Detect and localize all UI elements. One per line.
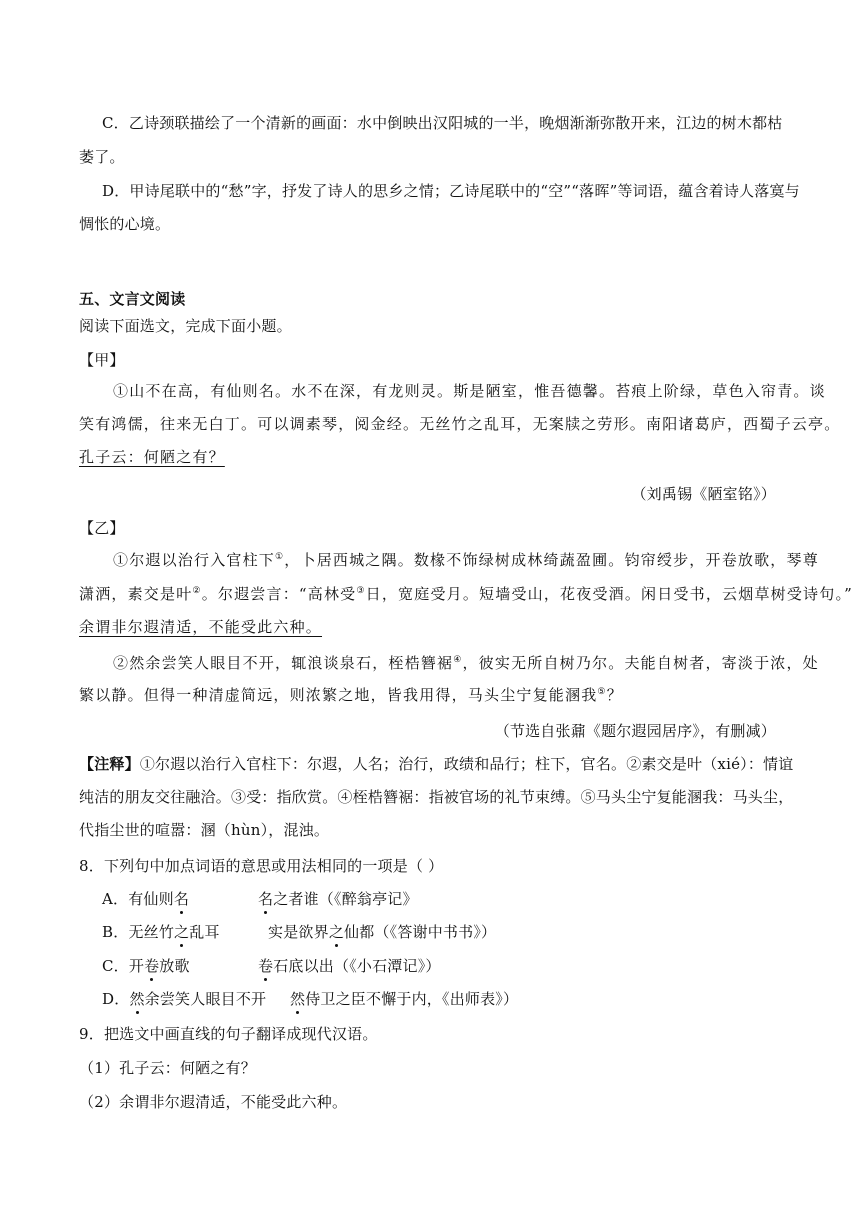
notes-line3: 代指尘世的喧嚣：溷（hùn），混浊。 xyxy=(79,821,330,839)
passage-b-p2-line1: ②然余尝笑人眼目不开，辄浪谈泉石，桎梏簪裾④，彼实无所自树乃尔。夫能自树者，寄淡于浓，处 xyxy=(113,654,819,672)
passage-a-line1: ①山不在高，有仙则名。水不在深，有龙则灵。斯是陋室，惟吾德馨。苔痕上阶绿，草色入帘青。谈 xyxy=(113,382,826,400)
passage-b-p2-line2: 繁以静。但得一种清虚简远，则浓繁之地，皆我用得，马头尘宁复能溷我⑤？ xyxy=(79,686,623,704)
passage-a-underlined-sentence: 孔子云：何陋之有？ xyxy=(79,448,225,466)
q9-item1: （1）孔子云：何陋之有？ xyxy=(79,1059,256,1077)
q8-option-d-compare: 然侍卫之臣不懈于内，《出师表》） xyxy=(290,990,519,1008)
q9-item2: （2）余谓非尔遐清适，不能受此六种。 xyxy=(79,1093,348,1111)
passage-b-p1-line2: 潇洒，素交是叶②。尔遐尝言：“高林受③日，宽庭受月。短墙受山，花夜受酒。闲日受书，云烟草树受诗句。” xyxy=(79,585,854,603)
q8-option-a: A．有仙则名 xyxy=(102,890,190,908)
passage-b-label: 【乙】 xyxy=(79,519,125,537)
q9-stem: 9．把选文中画直线的句子翻译成现代汉语。 xyxy=(79,1025,378,1043)
passage-a-label: 【甲】 xyxy=(79,351,125,369)
q8-option-b-compare: 实是欲界之仙都（《答谢中书书》） xyxy=(268,923,497,941)
q8-option-c-compare: 卷石底以出（《小石潭记》） xyxy=(258,957,441,975)
q7-option-d-line2: 惆怅的心境。 xyxy=(79,215,171,233)
notes-label: 【注释】 xyxy=(79,755,140,773)
passage-a-source: （刘禹锡《陋室铭》） xyxy=(631,485,776,503)
q8-option-a-compare: 名之者谁（《醉翁亭记》 xyxy=(258,890,418,908)
passage-b-source: （节选自张鼐《题尔遐园居序》，有删减） xyxy=(494,722,776,740)
passage-b-p1-line1: ①尔遐以治行入官柱下①，卜居西城之隅。数椽不饰绿树成林绮蔬盈圃。钧帘绶步，开卷放歌，琴尊 xyxy=(113,551,819,569)
q7-option-c-line2: 萎了。 xyxy=(79,148,125,166)
notes-line2: 纯洁的朋友交往融洽。③受：指欣赏。④桎梏簪裾：指被官场的礼节束缚。⑤马头尘宁复能溷我：马头尘， xyxy=(79,788,794,806)
q8-option-b: B．无丝竹之乱耳 xyxy=(102,923,220,941)
section-heading: 五、文言文阅读 xyxy=(79,290,186,308)
q8-option-c: C．开卷放歌 xyxy=(102,957,190,975)
q8-option-d: D．然余尝笑人眼目不开 xyxy=(102,990,267,1008)
passage-b-underlined-sentence: 余谓非尔遐清适，不能受此六种。 xyxy=(79,618,323,636)
section-instruction: 阅读下面选文，完成下面小题。 xyxy=(79,317,292,335)
q8-stem: 8．下列句中加点词语的意思或用法相同的一项是（ ） xyxy=(79,857,444,875)
q7-option-d-line1: D．甲诗尾联中的“愁”字，抒发了诗人的思乡之情；乙诗尾联中的“空”“落晖”等词语，蕴含着诗人落寞与 xyxy=(102,182,800,200)
q7-option-c-line1: C．乙诗颈联描绘了一个清新的画面：水中倒映出汉阳城的一半，晚烟渐渐弥散开来，江边的树木都枯 xyxy=(102,114,783,132)
passage-a-line2: 笑有鸿儒，往来无白丁。可以调素琴，阅金经。无丝竹之乱耳，无案牍之劳形。南阳诸葛庐，西蜀子云亭。 xyxy=(79,415,841,433)
notes-line1: 【注释】①尔遐以治行入官柱下：尔遐，人名；治行，政绩和品行；柱下，官名。②素交是叶（xié）：情谊 xyxy=(79,755,794,773)
